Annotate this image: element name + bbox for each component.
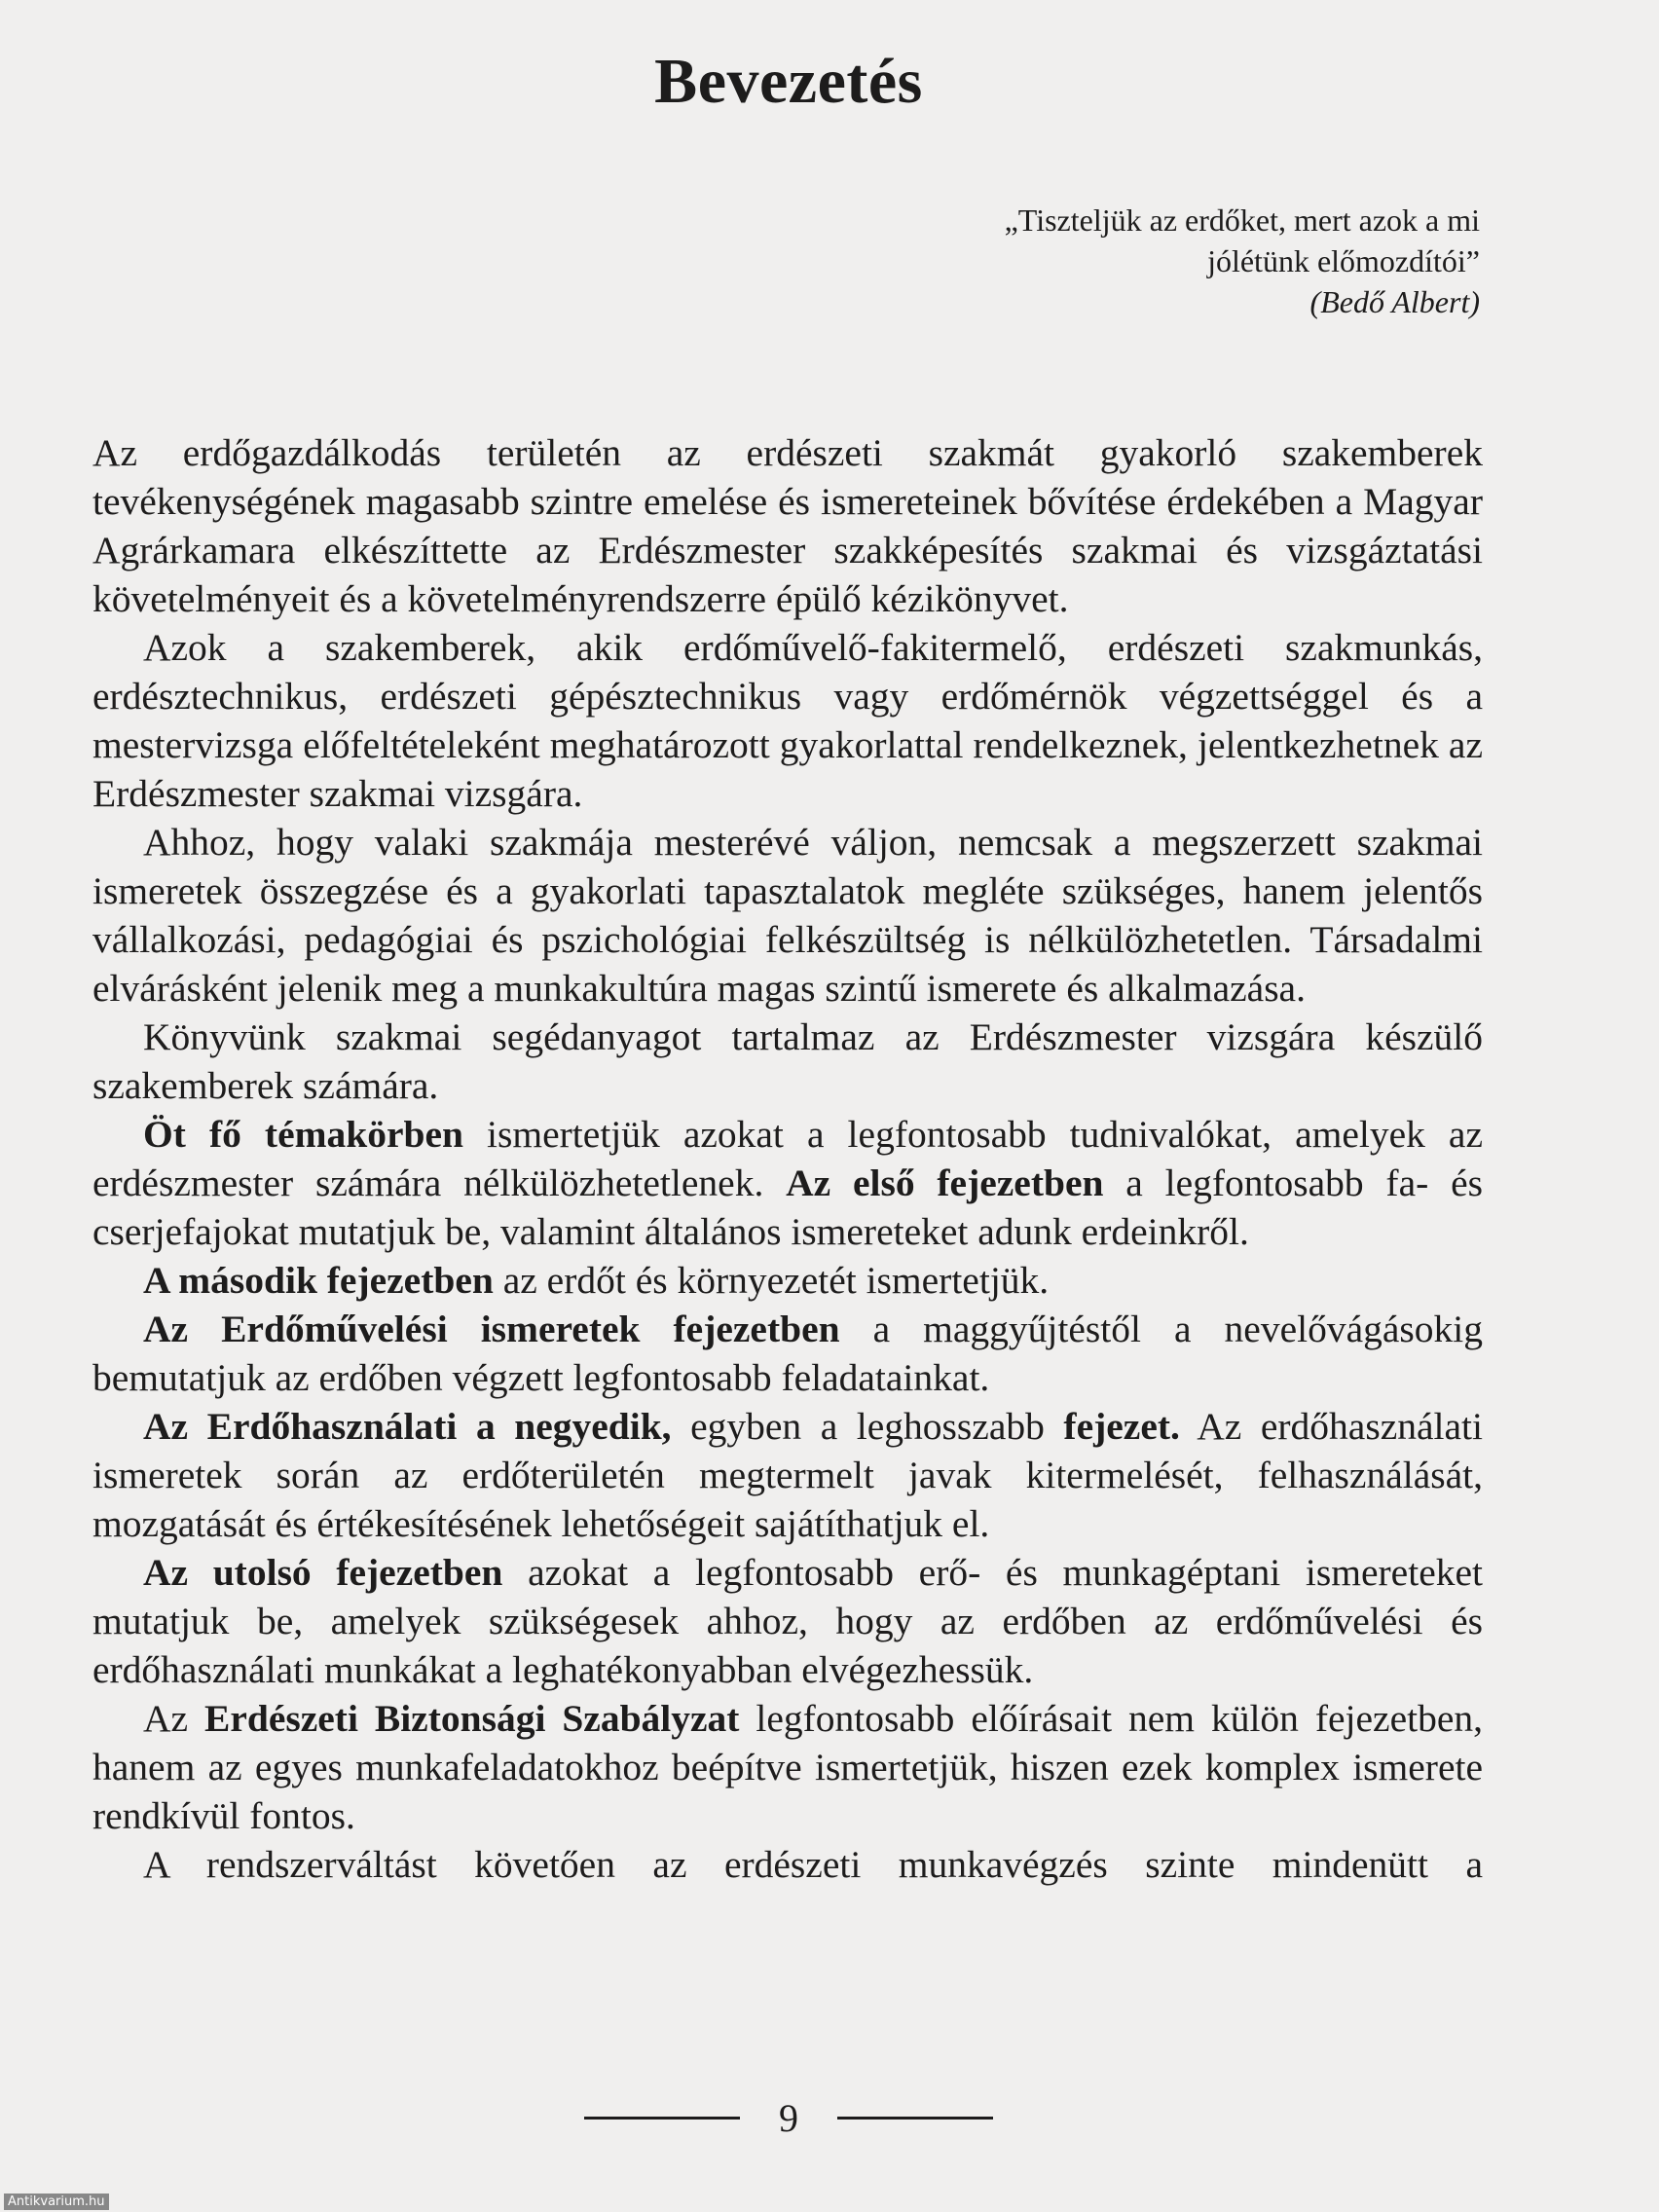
- paragraph: Az Erdőhasználati a negyedik, egyben a leghosszabb fejezet. Az erdőhasználati ismeretek során az erdőterületén megtermelt javak kitermelését, felhasználását, mozgatását és értékesítésének lehetőségeit sajátíthatjuk el.: [92, 1405, 1483, 1545]
- bold-phrase: Öt fő témakörben: [143, 1113, 463, 1156]
- paragraph: A második fejezetben az erdőt és környezetét ismertetjük.: [143, 1259, 1050, 1302]
- body-text: [92, 428, 1483, 1889]
- bold-phrase: A második fejezetben: [143, 1259, 494, 1302]
- bold-phrase: Az Erdőművelési ismeretek fejezetben: [143, 1308, 840, 1350]
- bold-phrase: Az utolsó fejezetben: [143, 1551, 503, 1594]
- bold-phrase: Az Erdőhasználati a negyedik,: [143, 1405, 672, 1448]
- paragraph: Az erdőgazdálkodás területén az erdészeti szakmát gyakorló szakemberek tevékenységének magasabb szintre emelése és ismereteinek bővítése érdekében a Magyar Agrárkamara elkészíttette az Erdészmester szakképesítés szakmai és vizsgáztatási követelményeit és a követelményrendszerre épülő kézikönyvet.: [92, 431, 1483, 620]
- bold-phrase: Erdészeti Biztonsági Szabályzat: [203, 1697, 740, 1740]
- paragraph: Ahhoz, hogy valaki szakmája mesterévé váljon, nemcsak a megszerzett szakmai ismeretek összegzése és a gyakorlati tapasztalatok megléte szükséges, hanem jelentős vállalkozási, pedagógiai és pszichológiai felkészültség is nélkülözhetetlen. Társadalmi elvárásként jelenik meg a munkakultúra magas szintű ismerete és alkalmazása.: [92, 821, 1483, 1010]
- epigraph-author: (Bedő Albert): [1309, 284, 1480, 319]
- epigraph-line: „Tiszteljük az erdőket, mert azok a mi: [1004, 203, 1480, 238]
- bold-phrase: Az első fejezetben: [786, 1161, 1104, 1204]
- page-title: Bevezetés: [654, 46, 923, 117]
- paragraph: Az utolsó fejezetben azokat a legfontosabb erő- és munkagéptani ismereteket mutatjuk be, amelyek szükségesek ahhoz, hogy az erdőben az erdőművelési és erdőhasználati munkákat a leghatékonyabban elvégezhessük.: [92, 1551, 1483, 1691]
- paragraph: Könyvünk szakmai segédanyagot tartalmaz az Erdészmester vizsgára készülő szakemberek számára.: [92, 1015, 1483, 1107]
- epigraph: [857, 200, 1480, 322]
- page-footer: [0, 2095, 1577, 2141]
- footer-rule-right: [837, 2117, 993, 2120]
- epigraph-line: jólétünk előmozdítói”: [1207, 243, 1480, 278]
- bold-phrase: fejezet.: [1063, 1405, 1180, 1448]
- paragraph: Az Erdészeti Biztonsági Szabályzat legfontosabb előírásait nem külön fejezetben, hanem az egyes munkafeladatokhoz beépítve ismertetjük, hiszen ezek komplex ismerete rendkívül fontos.: [92, 1697, 1483, 1837]
- paragraph: Öt fő témakörben ismertetjük azokat a legfontosabb tudnivalókat, amelyek az erdészmester számára nélkülözhetetlenek. Az első fejezetben a legfontosabb fa- és cserjefajokat mutatjuk be, valamint általános ismereteket adunk erdeinkről.: [92, 1113, 1483, 1253]
- paragraph: A rendszerváltást követően az erdészeti munkavégzés szinte mindenütt a: [143, 1843, 1483, 1886]
- paragraph: Azok a szakemberek, akik erdőművelő-fakitermelő, erdészeti szakmunkás, erdésztechnikus, erdészeti gépésztechnikus vagy erdőmérnök végzettséggel és a mestervizsga előfeltételeként meghatározott gyakorlattal rendelkeznek, jelentkezhetnek az Erdészmester szakmai vizsgára.: [92, 626, 1483, 815]
- watermark: Antikvarium.hu: [4, 2194, 109, 2210]
- page-number: 9: [779, 2096, 798, 2140]
- paragraph: Az Erdőművelési ismeretek fejezetben a maggyűjtéstől a nevelővágásokig bemutatjuk az erdőben végzett legfontosabb feladatainkat.: [92, 1308, 1483, 1399]
- footer-rule-left: [584, 2117, 740, 2120]
